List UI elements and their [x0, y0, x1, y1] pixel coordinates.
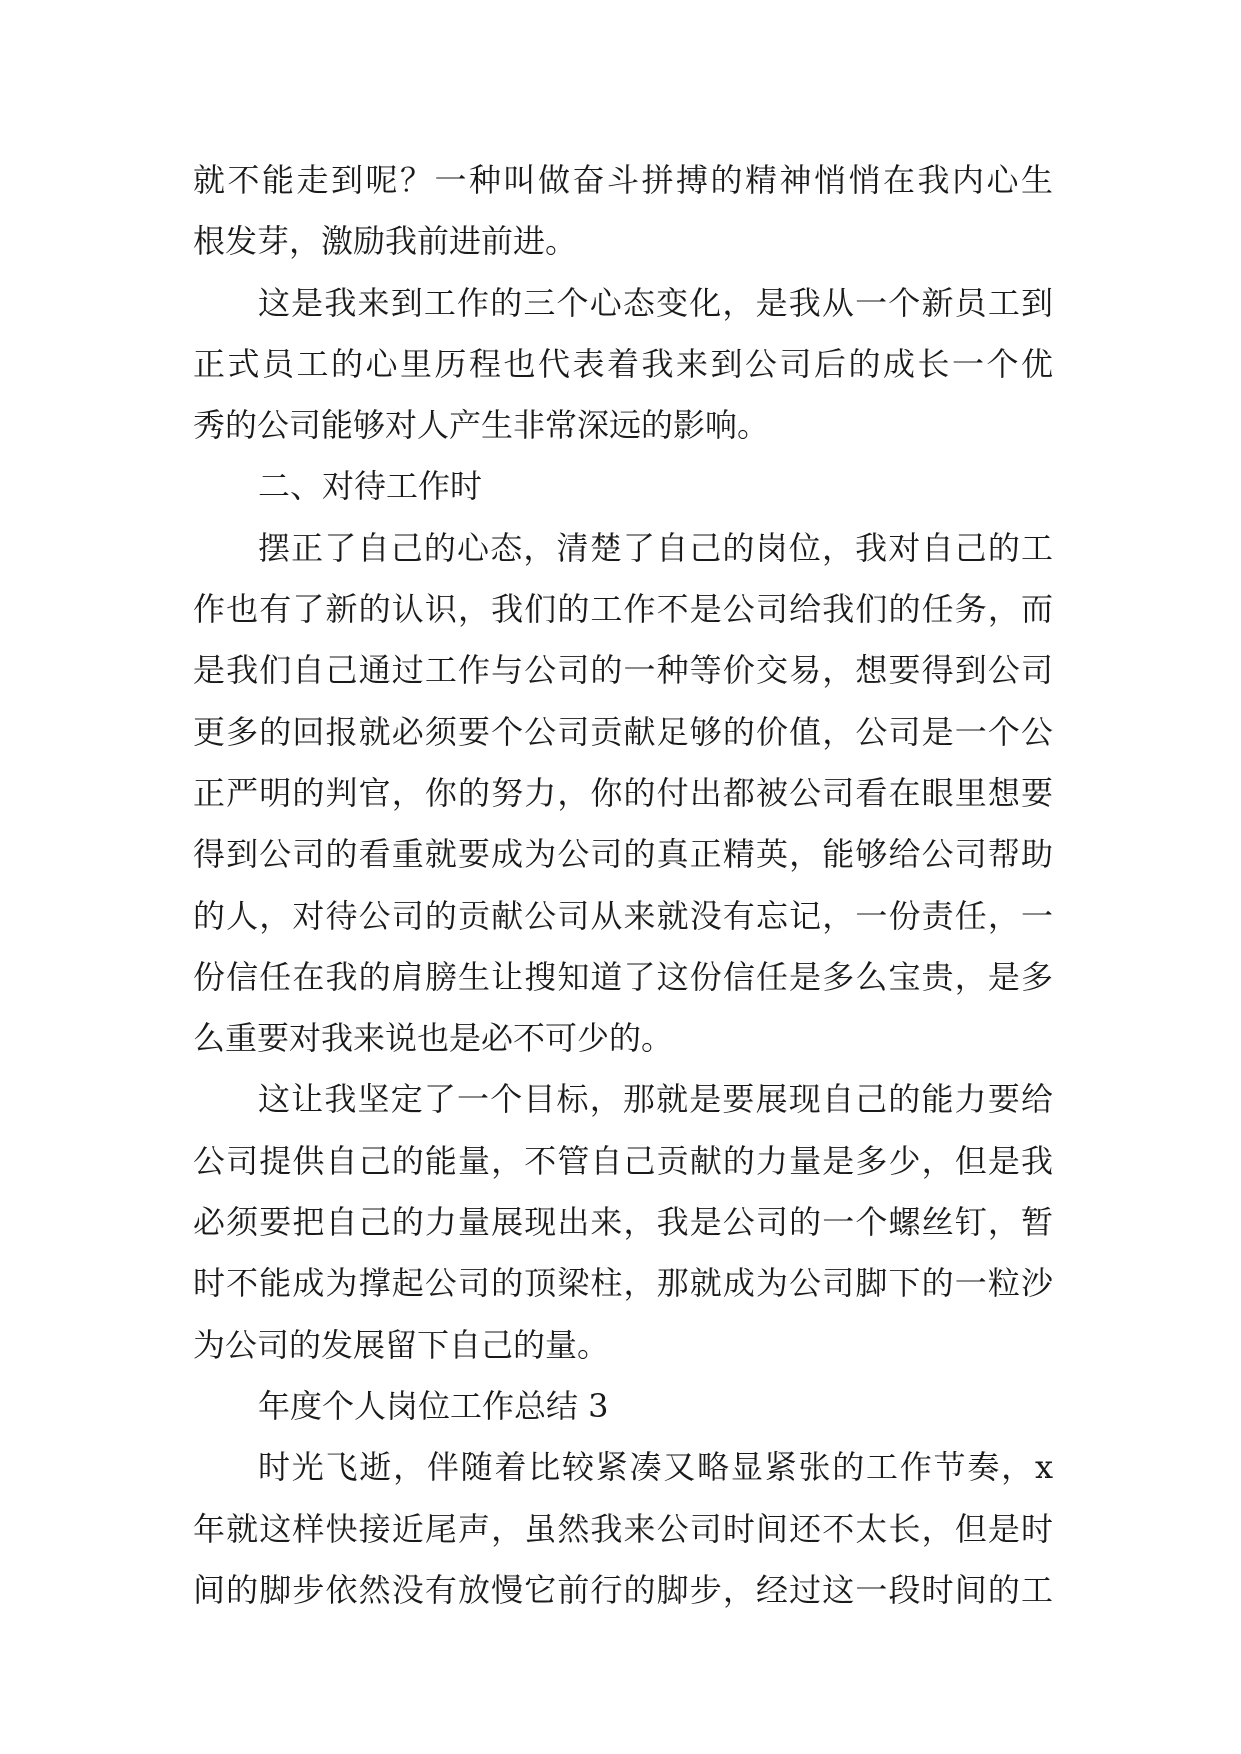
text-line: 时光飞逝，伴随着比较紧凑又略显紧张的工作节奏，x — [258, 1448, 1053, 1487]
text-line: 更多的回报就必须要个公司贡献足够的价值，公司是一个公 — [193, 712, 1053, 751]
text-line: 年度个人岗位工作总结 3 — [258, 1386, 609, 1425]
text-line: 根发芽，激励我前进前进。 — [193, 222, 578, 261]
text-line: 正式员工的心里历程也代表着我来到公司后的成长一个优 — [193, 344, 1053, 383]
text-line: 就不能走到呢？一种叫做奋斗拼搏的精神悄悄在我内心生 — [193, 161, 1053, 199]
text-line: 是我们自己通过工作与公司的一种等价交易，想要得到公司 — [193, 651, 1053, 690]
text-line: 时不能成为撑起公司的顶梁柱，那就成为公司脚下的一粒沙 — [193, 1264, 1053, 1303]
text-line: 作也有了新的认识，我们的工作不是公司给我们的任务，而 — [193, 590, 1053, 629]
body-text — [193, 150, 1053, 1621]
text-line: 公司提供自己的能量，不管自己贡献的力量是多少，但是我 — [193, 1141, 1053, 1180]
text-line: 的人，对待公司的贡献公司从来就没有忘记，一份责任，一 — [193, 896, 1053, 935]
text-line: 年就这样快接近尾声，虽然我来公司时间还不太长，但是时 — [193, 1509, 1053, 1548]
text-line: 得到公司的看重就要成为公司的真正精英，能够给公司帮助 — [193, 835, 1053, 874]
text-line: 为公司的发展留下自己的量。 — [193, 1325, 610, 1364]
text-line: 这让我坚定了一个目标，那就是要展现自己的能力要给 — [258, 1080, 1053, 1119]
text-line: 秀的公司能够对人产生非常深远的影响。 — [193, 406, 770, 445]
text-line: 摆正了自己的心态，清楚了自己的岗位，我对自己的工 — [258, 528, 1053, 567]
text-line: 这是我来到工作的三个心态变化，是我从一个新员工到 — [258, 283, 1053, 322]
text-line: 二、对待工作时 — [258, 467, 483, 506]
text-line: 必须要把自己的力量展现出来，我是公司的一个螺丝钉，暂 — [193, 1203, 1053, 1242]
text-line: 么重要对我来说也是必不可少的。 — [193, 1019, 674, 1058]
text-line: 间的脚步依然没有放慢它前行的脚步，经过这一段时间的工 — [193, 1570, 1053, 1609]
text-line: 正严明的判官，你的努力，你的付出都被公司看在眼里想要 — [193, 773, 1053, 812]
text-line: 份信任在我的肩膀生让搜知道了这份信任是多么宝贵，是多 — [193, 957, 1053, 996]
